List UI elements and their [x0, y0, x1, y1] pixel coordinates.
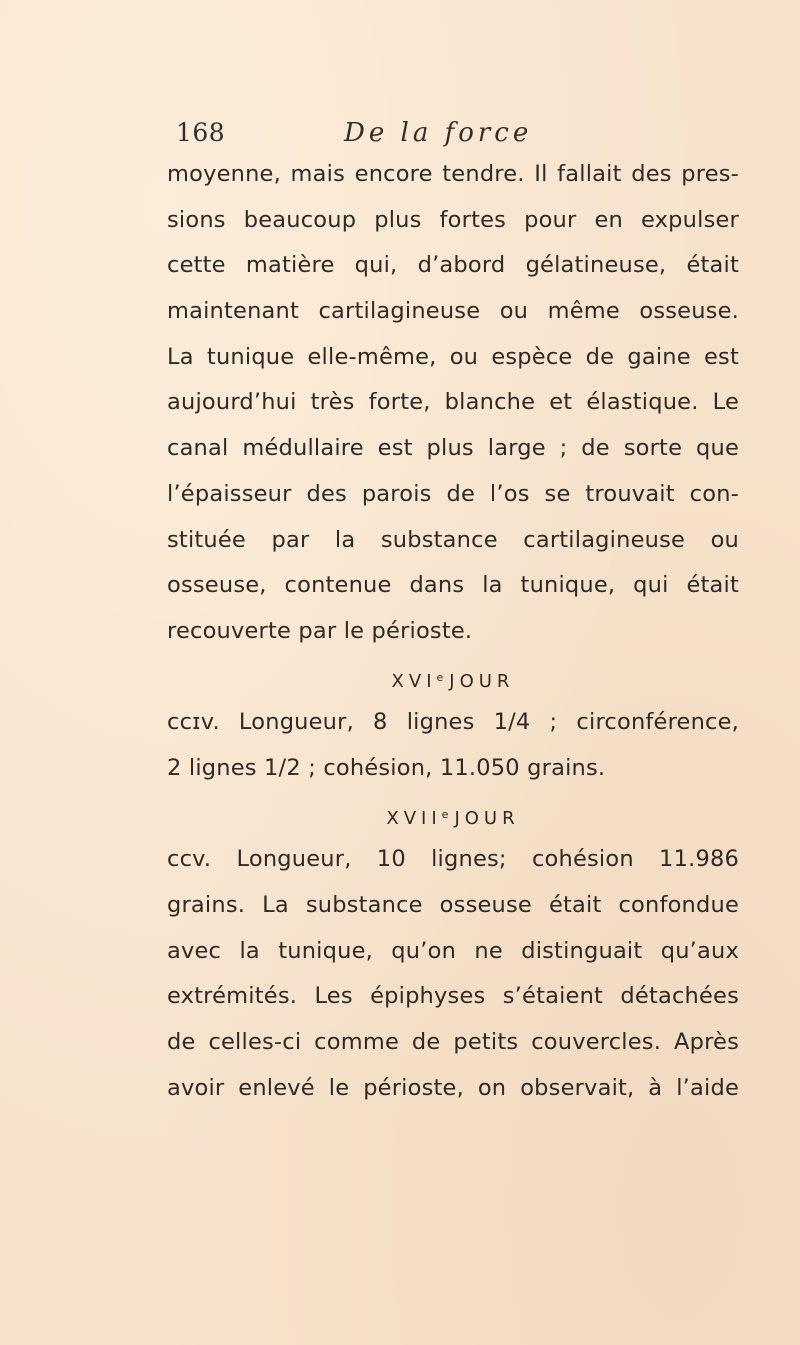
text-line: ccv. Longueur, 10 lignes; cohésion 11.986 — [167, 846, 739, 873]
body-text — [167, 152, 739, 1111]
text-line: sions beaucoup plus fortes pour en expulser — [167, 206, 739, 233]
paragraph — [167, 152, 739, 655]
paragraph — [167, 837, 739, 1111]
running-title: De la force — [344, 118, 533, 148]
section-heading-day-16 — [167, 655, 739, 701]
paragraph — [167, 700, 739, 791]
text-line: de celles-ci comme de petits couvercles. Après — [167, 1029, 739, 1056]
text-line: stituée par la substance cartilagineuse ou — [167, 526, 739, 553]
heading-word: JOUR — [454, 807, 520, 829]
heading-superscript: e — [436, 670, 444, 684]
section-heading-day-17 — [167, 792, 739, 838]
text-line: ccɪv. Longueur, 8 lignes 1/4 ; circonférence, — [167, 709, 739, 736]
text-line: extrémités. Les épiphyses s’étaient détachées — [167, 983, 739, 1010]
text-line: grains. La substance osseuse était confondue — [167, 892, 739, 918]
text-line: avoir enlevé le périoste, on observait, à l’aide — [167, 1074, 739, 1101]
heading-superscript: e — [441, 807, 449, 821]
text-line: 2 lignes 1/2 ; cohésion, 11.050 grains. — [167, 754, 606, 781]
text-line: aujourd’hui très forte, blanche et élastique. Le — [167, 389, 739, 416]
page-number: 168 — [176, 118, 226, 147]
text-line: cette matière qui, d’abord gélatineuse, était — [167, 252, 739, 279]
text-line: avec la tunique, qu’on ne distinguait qu’aux — [167, 937, 739, 964]
text-line: moyenne, mais encore tendre. Il fallait des pres- — [167, 161, 739, 187]
heading-numeral: XVII — [386, 807, 442, 829]
text-line: recouverte par le périoste. — [167, 617, 473, 644]
text-line: l’épaisseur des parois de l’os se trouvait con- — [167, 480, 739, 507]
text-line: osseuse, contenue dans la tunique, qui était — [167, 572, 739, 599]
text-line: canal médullaire est plus large ; de sorte que — [167, 435, 739, 462]
heading-word: JOUR — [449, 670, 515, 692]
heading-numeral: XVI — [391, 670, 437, 692]
text-line: La tunique elle-même, ou espèce de gaine est — [167, 343, 739, 370]
text-line: maintenant cartilagineuse ou même osseuse. — [167, 298, 739, 325]
